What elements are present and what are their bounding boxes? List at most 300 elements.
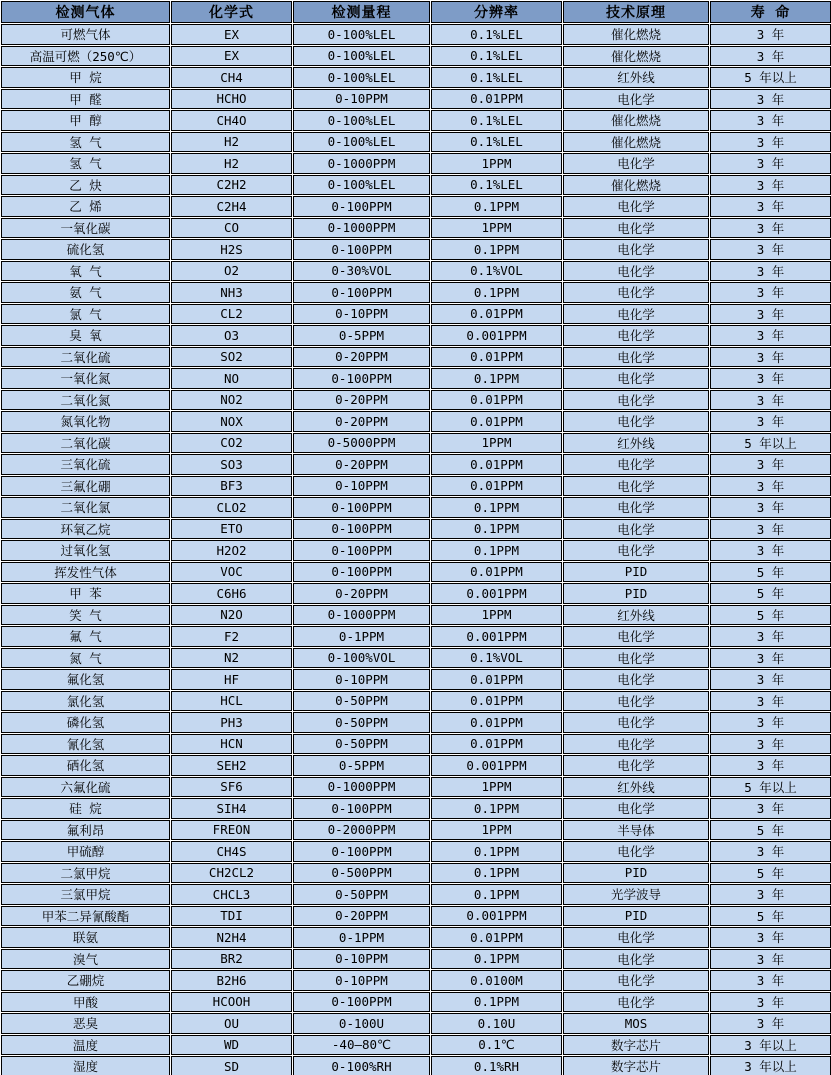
cell-lifespan: 5 年 [710, 583, 831, 604]
cell-lifespan: 3 年以上 [710, 1035, 831, 1056]
cell-range: 0-100PPM [293, 798, 430, 819]
cell-resolution: 1PPM [431, 153, 562, 174]
cell-formula: NH3 [171, 282, 292, 303]
cell-lifespan: 5 年 [710, 863, 831, 884]
cell-resolution: 0.1PPM [431, 368, 562, 389]
table-row [1, 433, 831, 454]
cell-resolution: 0.1%LEL [431, 132, 562, 153]
cell-lifespan: 3 年 [710, 24, 831, 45]
table-row [1, 110, 831, 131]
cell-gas-name: 氯化氢 [1, 691, 170, 712]
cell-resolution: 0.01PPM [431, 454, 562, 475]
cell-formula: CO2 [171, 433, 292, 454]
cell-technology: 电化学 [563, 411, 709, 432]
cell-lifespan: 3 年 [710, 347, 831, 368]
cell-gas-name: 三氯甲烷 [1, 884, 170, 905]
cell-lifespan: 5 年 [710, 562, 831, 583]
cell-lifespan: 3 年 [710, 992, 831, 1013]
cell-gas-name: 过氧化氢 [1, 540, 170, 561]
cell-technology: 催化燃烧 [563, 110, 709, 131]
cell-gas-name: 氨 气 [1, 282, 170, 303]
cell-resolution: 0.0100M [431, 970, 562, 991]
table-row [1, 906, 831, 927]
table-row [1, 368, 831, 389]
cell-range: 0-100%VOL [293, 648, 430, 669]
cell-technology: 电化学 [563, 89, 709, 110]
cell-range: 0-100PPM [293, 497, 430, 518]
cell-technology: 电化学 [563, 691, 709, 712]
cell-formula: N2H4 [171, 927, 292, 948]
cell-technology: 电化学 [563, 347, 709, 368]
table-row [1, 282, 831, 303]
cell-gas-name: 温度 [1, 1035, 170, 1056]
cell-technology: 电化学 [563, 196, 709, 217]
cell-lifespan: 3 年 [710, 755, 831, 776]
cell-gas-name: 甲 醇 [1, 110, 170, 131]
table-row [1, 519, 831, 540]
cell-technology: 红外线 [563, 67, 709, 88]
cell-resolution: 0.001PPM [431, 906, 562, 927]
cell-resolution: 0.1PPM [431, 519, 562, 540]
cell-gas-name: 氮 气 [1, 648, 170, 669]
cell-formula: HCOOH [171, 992, 292, 1013]
table-row [1, 1013, 831, 1034]
table-row [1, 712, 831, 733]
cell-gas-name: 硫化氢 [1, 239, 170, 260]
cell-formula: SD [171, 1056, 292, 1075]
cell-range: 0-50PPM [293, 734, 430, 755]
cell-technology: 数字芯片 [563, 1056, 709, 1075]
cell-range: 0-100PPM [293, 519, 430, 540]
cell-gas-name: 甲苯二异氰酸酯 [1, 906, 170, 927]
cell-technology: 电化学 [563, 153, 709, 174]
cell-technology: 电化学 [563, 992, 709, 1013]
cell-resolution: 0.1PPM [431, 841, 562, 862]
cell-resolution: 0.1%LEL [431, 24, 562, 45]
cell-technology: 红外线 [563, 433, 709, 454]
cell-resolution: 0.1PPM [431, 196, 562, 217]
cell-lifespan: 3 年 [710, 712, 831, 733]
cell-range: 0-100%LEL [293, 24, 430, 45]
cell-technology: 催化燃烧 [563, 24, 709, 45]
cell-formula: SO2 [171, 347, 292, 368]
cell-resolution: 1PPM [431, 605, 562, 626]
cell-technology: 红外线 [563, 777, 709, 798]
table-row [1, 196, 831, 217]
cell-lifespan: 3 年 [710, 46, 831, 67]
table-row [1, 89, 831, 110]
cell-gas-name: 氟化氢 [1, 669, 170, 690]
cell-resolution: 0.01PPM [431, 476, 562, 497]
cell-technology: 电化学 [563, 626, 709, 647]
cell-range: 0-2000PPM [293, 820, 430, 841]
cell-resolution: 1PPM [431, 777, 562, 798]
cell-gas-name: 六氟化硫 [1, 777, 170, 798]
cell-technology: 电化学 [563, 798, 709, 819]
cell-resolution: 0.1PPM [431, 540, 562, 561]
cell-lifespan: 3 年 [710, 648, 831, 669]
cell-formula: O2 [171, 261, 292, 282]
cell-gas-name: 氟 气 [1, 626, 170, 647]
table-row [1, 540, 831, 561]
cell-resolution: 1PPM [431, 433, 562, 454]
cell-gas-name: 可燃气体 [1, 24, 170, 45]
cell-formula: SIH4 [171, 798, 292, 819]
table-row [1, 927, 831, 948]
cell-technology: 电化学 [563, 454, 709, 475]
cell-formula: C6H6 [171, 583, 292, 604]
header-row [1, 1, 831, 23]
table-row [1, 325, 831, 346]
cell-lifespan: 3 年 [710, 390, 831, 411]
cell-technology: 电化学 [563, 239, 709, 260]
cell-lifespan: 3 年 [710, 884, 831, 905]
cell-range: 0-1PPM [293, 927, 430, 948]
cell-formula: H2 [171, 132, 292, 153]
cell-technology: 电化学 [563, 476, 709, 497]
cell-resolution: 0.1PPM [431, 798, 562, 819]
cell-resolution: 0.01PPM [431, 390, 562, 411]
cell-technology: 电化学 [563, 927, 709, 948]
cell-resolution: 0.01PPM [431, 411, 562, 432]
table-row [1, 755, 831, 776]
table-row [1, 970, 831, 991]
cell-resolution: 0.1%VOL [431, 261, 562, 282]
header-technology: 技术原理 [563, 1, 709, 23]
cell-lifespan: 3 年 [710, 497, 831, 518]
cell-resolution: 0.1%LEL [431, 46, 562, 67]
cell-range: 0-10PPM [293, 304, 430, 325]
cell-lifespan: 3 年 [710, 153, 831, 174]
cell-formula: N2 [171, 648, 292, 669]
cell-range: 0-30%VOL [293, 261, 430, 282]
cell-formula: C2H4 [171, 196, 292, 217]
cell-gas-name: 甲硫醇 [1, 841, 170, 862]
cell-gas-name: 二氧化碳 [1, 433, 170, 454]
cell-technology: 电化学 [563, 497, 709, 518]
cell-gas-name: 二氧化硫 [1, 347, 170, 368]
cell-range: 0-20PPM [293, 906, 430, 927]
cell-technology: 电化学 [563, 669, 709, 690]
cell-formula: CH2CL2 [171, 863, 292, 884]
cell-formula: SEH2 [171, 755, 292, 776]
table-row [1, 304, 831, 325]
cell-formula: CH4O [171, 110, 292, 131]
cell-gas-name: 三氧化硫 [1, 454, 170, 475]
cell-technology: 电化学 [563, 734, 709, 755]
cell-gas-name: 硒化氢 [1, 755, 170, 776]
cell-formula: NOX [171, 411, 292, 432]
cell-technology: 光学波导 [563, 884, 709, 905]
cell-formula: C2H2 [171, 175, 292, 196]
cell-formula: NO [171, 368, 292, 389]
cell-technology: PID [563, 583, 709, 604]
table-row [1, 949, 831, 970]
table-row [1, 476, 831, 497]
cell-formula: CHCL3 [171, 884, 292, 905]
cell-technology: 电化学 [563, 390, 709, 411]
cell-range: 0-10PPM [293, 476, 430, 497]
cell-gas-name: 溴气 [1, 949, 170, 970]
cell-range: 0-100PPM [293, 368, 430, 389]
cell-resolution: 0.1PPM [431, 884, 562, 905]
cell-resolution: 0.001PPM [431, 626, 562, 647]
table-row [1, 691, 831, 712]
cell-formula: CH4S [171, 841, 292, 862]
cell-formula: EX [171, 46, 292, 67]
cell-gas-name: 二氯甲烷 [1, 863, 170, 884]
cell-technology: 电化学 [563, 755, 709, 776]
cell-resolution: 0.10U [431, 1013, 562, 1034]
cell-gas-name: 湿度 [1, 1056, 170, 1075]
cell-lifespan: 3 年 [710, 89, 831, 110]
table-row [1, 820, 831, 841]
cell-formula: TDI [171, 906, 292, 927]
cell-gas-name: 挥发性气体 [1, 562, 170, 583]
cell-gas-name: 乙硼烷 [1, 970, 170, 991]
table-row [1, 261, 831, 282]
cell-range: -40—80℃ [293, 1035, 430, 1056]
cell-technology: 电化学 [563, 841, 709, 862]
cell-range: 0-20PPM [293, 583, 430, 604]
cell-lifespan: 3 年 [710, 304, 831, 325]
cell-resolution: 0.01PPM [431, 669, 562, 690]
cell-range: 0-500PPM [293, 863, 430, 884]
table-row [1, 626, 831, 647]
table-row [1, 734, 831, 755]
cell-resolution: 0.01PPM [431, 734, 562, 755]
cell-technology: 催化燃烧 [563, 175, 709, 196]
cell-resolution: 0.1PPM [431, 497, 562, 518]
cell-technology: 催化燃烧 [563, 46, 709, 67]
table-row [1, 605, 831, 626]
cell-technology: 电化学 [563, 218, 709, 239]
table-row [1, 497, 831, 518]
cell-range: 0-100PPM [293, 992, 430, 1013]
cell-formula: H2S [171, 239, 292, 260]
cell-lifespan: 3 年 [710, 454, 831, 475]
cell-range: 0-100PPM [293, 562, 430, 583]
cell-technology: 半导体 [563, 820, 709, 841]
cell-gas-name: 氢 气 [1, 132, 170, 153]
table-row [1, 669, 831, 690]
cell-range: 0-20PPM [293, 347, 430, 368]
cell-gas-name: 氮氧化物 [1, 411, 170, 432]
cell-lifespan: 5 年以上 [710, 433, 831, 454]
cell-resolution: 0.1%LEL [431, 175, 562, 196]
cell-lifespan: 5 年 [710, 605, 831, 626]
cell-range: 0-100%LEL [293, 132, 430, 153]
table-body [1, 24, 831, 1075]
cell-lifespan: 3 年 [710, 519, 831, 540]
cell-formula: CO [171, 218, 292, 239]
table-header [1, 1, 831, 23]
cell-formula: VOC [171, 562, 292, 583]
table-row [1, 24, 831, 45]
cell-resolution: 0.01PPM [431, 562, 562, 583]
table-row [1, 798, 831, 819]
cell-gas-name: 笑 气 [1, 605, 170, 626]
cell-formula: BR2 [171, 949, 292, 970]
cell-technology: 电化学 [563, 368, 709, 389]
table-row [1, 863, 831, 884]
cell-resolution: 0.1%LEL [431, 110, 562, 131]
cell-gas-name: 恶臭 [1, 1013, 170, 1034]
cell-resolution: 0.001PPM [431, 755, 562, 776]
header-lifespan: 寿 命 [710, 1, 831, 23]
cell-resolution: 0.01PPM [431, 691, 562, 712]
cell-range: 0-100%LEL [293, 46, 430, 67]
cell-technology: 红外线 [563, 605, 709, 626]
cell-range: 0-10PPM [293, 970, 430, 991]
cell-lifespan: 3 年 [710, 669, 831, 690]
table-row [1, 841, 831, 862]
cell-lifespan: 3 年 [710, 411, 831, 432]
cell-formula: HF [171, 669, 292, 690]
cell-formula: CH4 [171, 67, 292, 88]
cell-lifespan: 3 年 [710, 261, 831, 282]
cell-range: 0-10PPM [293, 89, 430, 110]
cell-gas-name: 甲 烷 [1, 67, 170, 88]
cell-formula: CL2 [171, 304, 292, 325]
cell-lifespan: 3 年 [710, 325, 831, 346]
cell-formula: SO3 [171, 454, 292, 475]
cell-lifespan: 3 年 [710, 949, 831, 970]
cell-formula: H2O2 [171, 540, 292, 561]
cell-formula: ETO [171, 519, 292, 540]
cell-resolution: 0.001PPM [431, 583, 562, 604]
cell-range: 0-10PPM [293, 669, 430, 690]
cell-gas-name: 三氟化硼 [1, 476, 170, 497]
table-row [1, 583, 831, 604]
cell-lifespan: 3 年 [710, 841, 831, 862]
cell-technology: 电化学 [563, 304, 709, 325]
table-row [1, 67, 831, 88]
cell-resolution: 1PPM [431, 218, 562, 239]
cell-resolution: 0.1PPM [431, 992, 562, 1013]
cell-lifespan: 3 年 [710, 218, 831, 239]
cell-range: 0-20PPM [293, 390, 430, 411]
table-row [1, 411, 831, 432]
header-resolution: 分辨率 [431, 1, 562, 23]
cell-resolution: 0.01PPM [431, 927, 562, 948]
cell-range: 0-100PPM [293, 540, 430, 561]
cell-resolution: 0.1℃ [431, 1035, 562, 1056]
cell-technology: 电化学 [563, 712, 709, 733]
cell-resolution: 0.1PPM [431, 239, 562, 260]
cell-resolution: 0.001PPM [431, 325, 562, 346]
cell-resolution: 0.01PPM [431, 712, 562, 733]
table-row [1, 562, 831, 583]
header-range: 检测量程 [293, 1, 430, 23]
cell-lifespan: 5 年 [710, 906, 831, 927]
cell-gas-name: 环氧乙烷 [1, 519, 170, 540]
cell-gas-name: 甲 苯 [1, 583, 170, 604]
cell-gas-name: 二氧化氮 [1, 390, 170, 411]
cell-formula: OU [171, 1013, 292, 1034]
cell-resolution: 0.1PPM [431, 949, 562, 970]
cell-gas-name: 氢 气 [1, 153, 170, 174]
cell-formula: WD [171, 1035, 292, 1056]
cell-lifespan: 3 年 [710, 196, 831, 217]
cell-gas-name: 乙 烯 [1, 196, 170, 217]
header-gas-name: 检测气体 [1, 1, 170, 23]
cell-technology: 电化学 [563, 261, 709, 282]
cell-technology: PID [563, 562, 709, 583]
cell-lifespan: 3 年 [710, 476, 831, 497]
cell-range: 0-100U [293, 1013, 430, 1034]
cell-gas-name: 乙 炔 [1, 175, 170, 196]
cell-range: 0-5000PPM [293, 433, 430, 454]
cell-lifespan: 5 年以上 [710, 67, 831, 88]
cell-gas-name: 氟利昂 [1, 820, 170, 841]
cell-resolution: 0.1PPM [431, 863, 562, 884]
cell-lifespan: 5 年以上 [710, 777, 831, 798]
cell-range: 0-5PPM [293, 325, 430, 346]
table-row [1, 347, 831, 368]
cell-gas-name: 氧 气 [1, 261, 170, 282]
cell-gas-name: 高温可燃（250℃） [1, 46, 170, 67]
cell-gas-name: 臭 氧 [1, 325, 170, 346]
cell-gas-name: 氰化氢 [1, 734, 170, 755]
cell-range: 0-1000PPM [293, 153, 430, 174]
cell-lifespan: 3 年 [710, 1013, 831, 1034]
cell-lifespan: 3 年 [710, 175, 831, 196]
cell-resolution: 0.1%RH [431, 1056, 562, 1075]
cell-technology: 电化学 [563, 648, 709, 669]
cell-technology: 数字芯片 [563, 1035, 709, 1056]
cell-technology: 电化学 [563, 970, 709, 991]
cell-formula: BF3 [171, 476, 292, 497]
cell-lifespan: 3 年 [710, 368, 831, 389]
cell-range: 0-100PPM [293, 239, 430, 260]
cell-lifespan: 5 年 [710, 820, 831, 841]
cell-range: 0-1000PPM [293, 218, 430, 239]
table-row [1, 884, 831, 905]
cell-formula: PH3 [171, 712, 292, 733]
cell-lifespan: 3 年以上 [710, 1056, 831, 1075]
cell-gas-name: 氯 气 [1, 304, 170, 325]
cell-resolution: 0.1%LEL [431, 67, 562, 88]
table-row [1, 390, 831, 411]
cell-resolution: 0.1PPM [431, 282, 562, 303]
cell-range: 0-50PPM [293, 691, 430, 712]
cell-range: 0-100PPM [293, 282, 430, 303]
cell-lifespan: 3 年 [710, 734, 831, 755]
cell-technology: PID [563, 906, 709, 927]
table-row [1, 648, 831, 669]
cell-technology: PID [563, 863, 709, 884]
cell-range: 0-20PPM [293, 411, 430, 432]
cell-formula: CLO2 [171, 497, 292, 518]
table-row [1, 239, 831, 260]
cell-gas-name: 二氧化氯 [1, 497, 170, 518]
cell-range: 0-20PPM [293, 454, 430, 475]
table-row [1, 175, 831, 196]
cell-gas-name: 磷化氢 [1, 712, 170, 733]
cell-range: 0-10PPM [293, 949, 430, 970]
cell-range: 0-5PPM [293, 755, 430, 776]
cell-lifespan: 3 年 [710, 970, 831, 991]
cell-lifespan: 3 年 [710, 239, 831, 260]
cell-formula: HCHO [171, 89, 292, 110]
cell-gas-name: 联氨 [1, 927, 170, 948]
cell-range: 0-100%RH [293, 1056, 430, 1075]
cell-range: 0-1000PPM [293, 777, 430, 798]
table-row [1, 1056, 831, 1075]
cell-lifespan: 3 年 [710, 798, 831, 819]
cell-formula: SF6 [171, 777, 292, 798]
